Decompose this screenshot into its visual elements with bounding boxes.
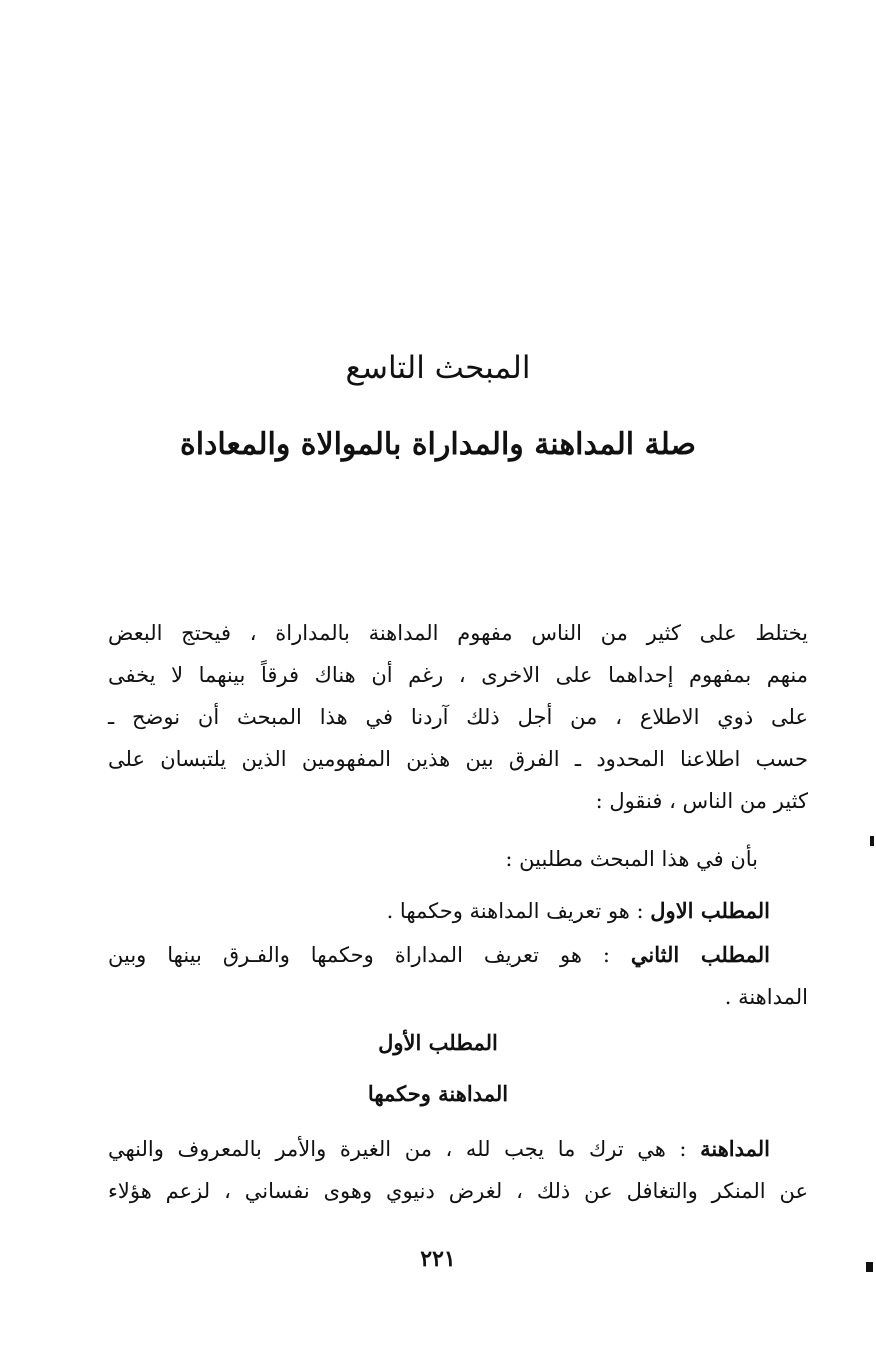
- item-continuation: المداهنة .: [724, 985, 808, 1009]
- intro-line: على ذوي الاطلاع ، من أجل ذلك آردنا في هذا المبحث أن نوضح ـ: [108, 705, 808, 729]
- scan-speck: [870, 836, 874, 846]
- lead-line: بأن في هذا المبحث مطلبين :: [505, 847, 758, 871]
- intro-line: كثير من الناس ، فنقول :: [595, 789, 808, 813]
- subsection-subheading: المداهنة وحكمها: [367, 1081, 509, 1106]
- intro-line: حسب اطلاعنا المحدود ـ الفرق بين هذين المفهومين الذين يلتبسان على: [108, 747, 808, 771]
- item-second: [108, 934, 770, 976]
- item-label: المطلب الاول: [650, 898, 770, 923]
- item-first: [108, 890, 770, 932]
- section-title: المبحث التاسع: [345, 350, 531, 386]
- item-text: : هو تعريف المداهنة وحكمها .: [386, 899, 651, 923]
- intro-line: منهم بمفهوم إحداهما على الاخرى ، رغم أن هناك فرقاً بينهما لا يخفى: [108, 663, 808, 687]
- section-subtitle: صلة المداهنة والمداراة بالموالاة والمعاداة: [179, 427, 697, 462]
- page-number: ٢٢١: [420, 1246, 456, 1272]
- definition-line: [108, 1128, 770, 1170]
- item-text: : هو تعريف المداراة وحكمها والفـرق بينها وبين: [108, 943, 631, 967]
- definition-text: : هي ترك ما يجب لله ، من الغيرة والأمر بالمعروف والنهي: [108, 1137, 701, 1161]
- intro-line: يختلط على كثير من الناس مفهوم المداهنة بالمداراة ، فيحتج البعض: [108, 621, 808, 645]
- scan-speck: [866, 1262, 873, 1272]
- item-label: المطلب الثاني: [630, 942, 770, 967]
- definition-term: المداهنة: [700, 1136, 770, 1161]
- subsection-heading: المطلب الأول: [378, 1030, 498, 1055]
- definition-line: عن المنكر والتغافل عن ذلك ، لغرض دنيوي وهوى نفساني ، لزعم هؤلاء: [108, 1179, 808, 1203]
